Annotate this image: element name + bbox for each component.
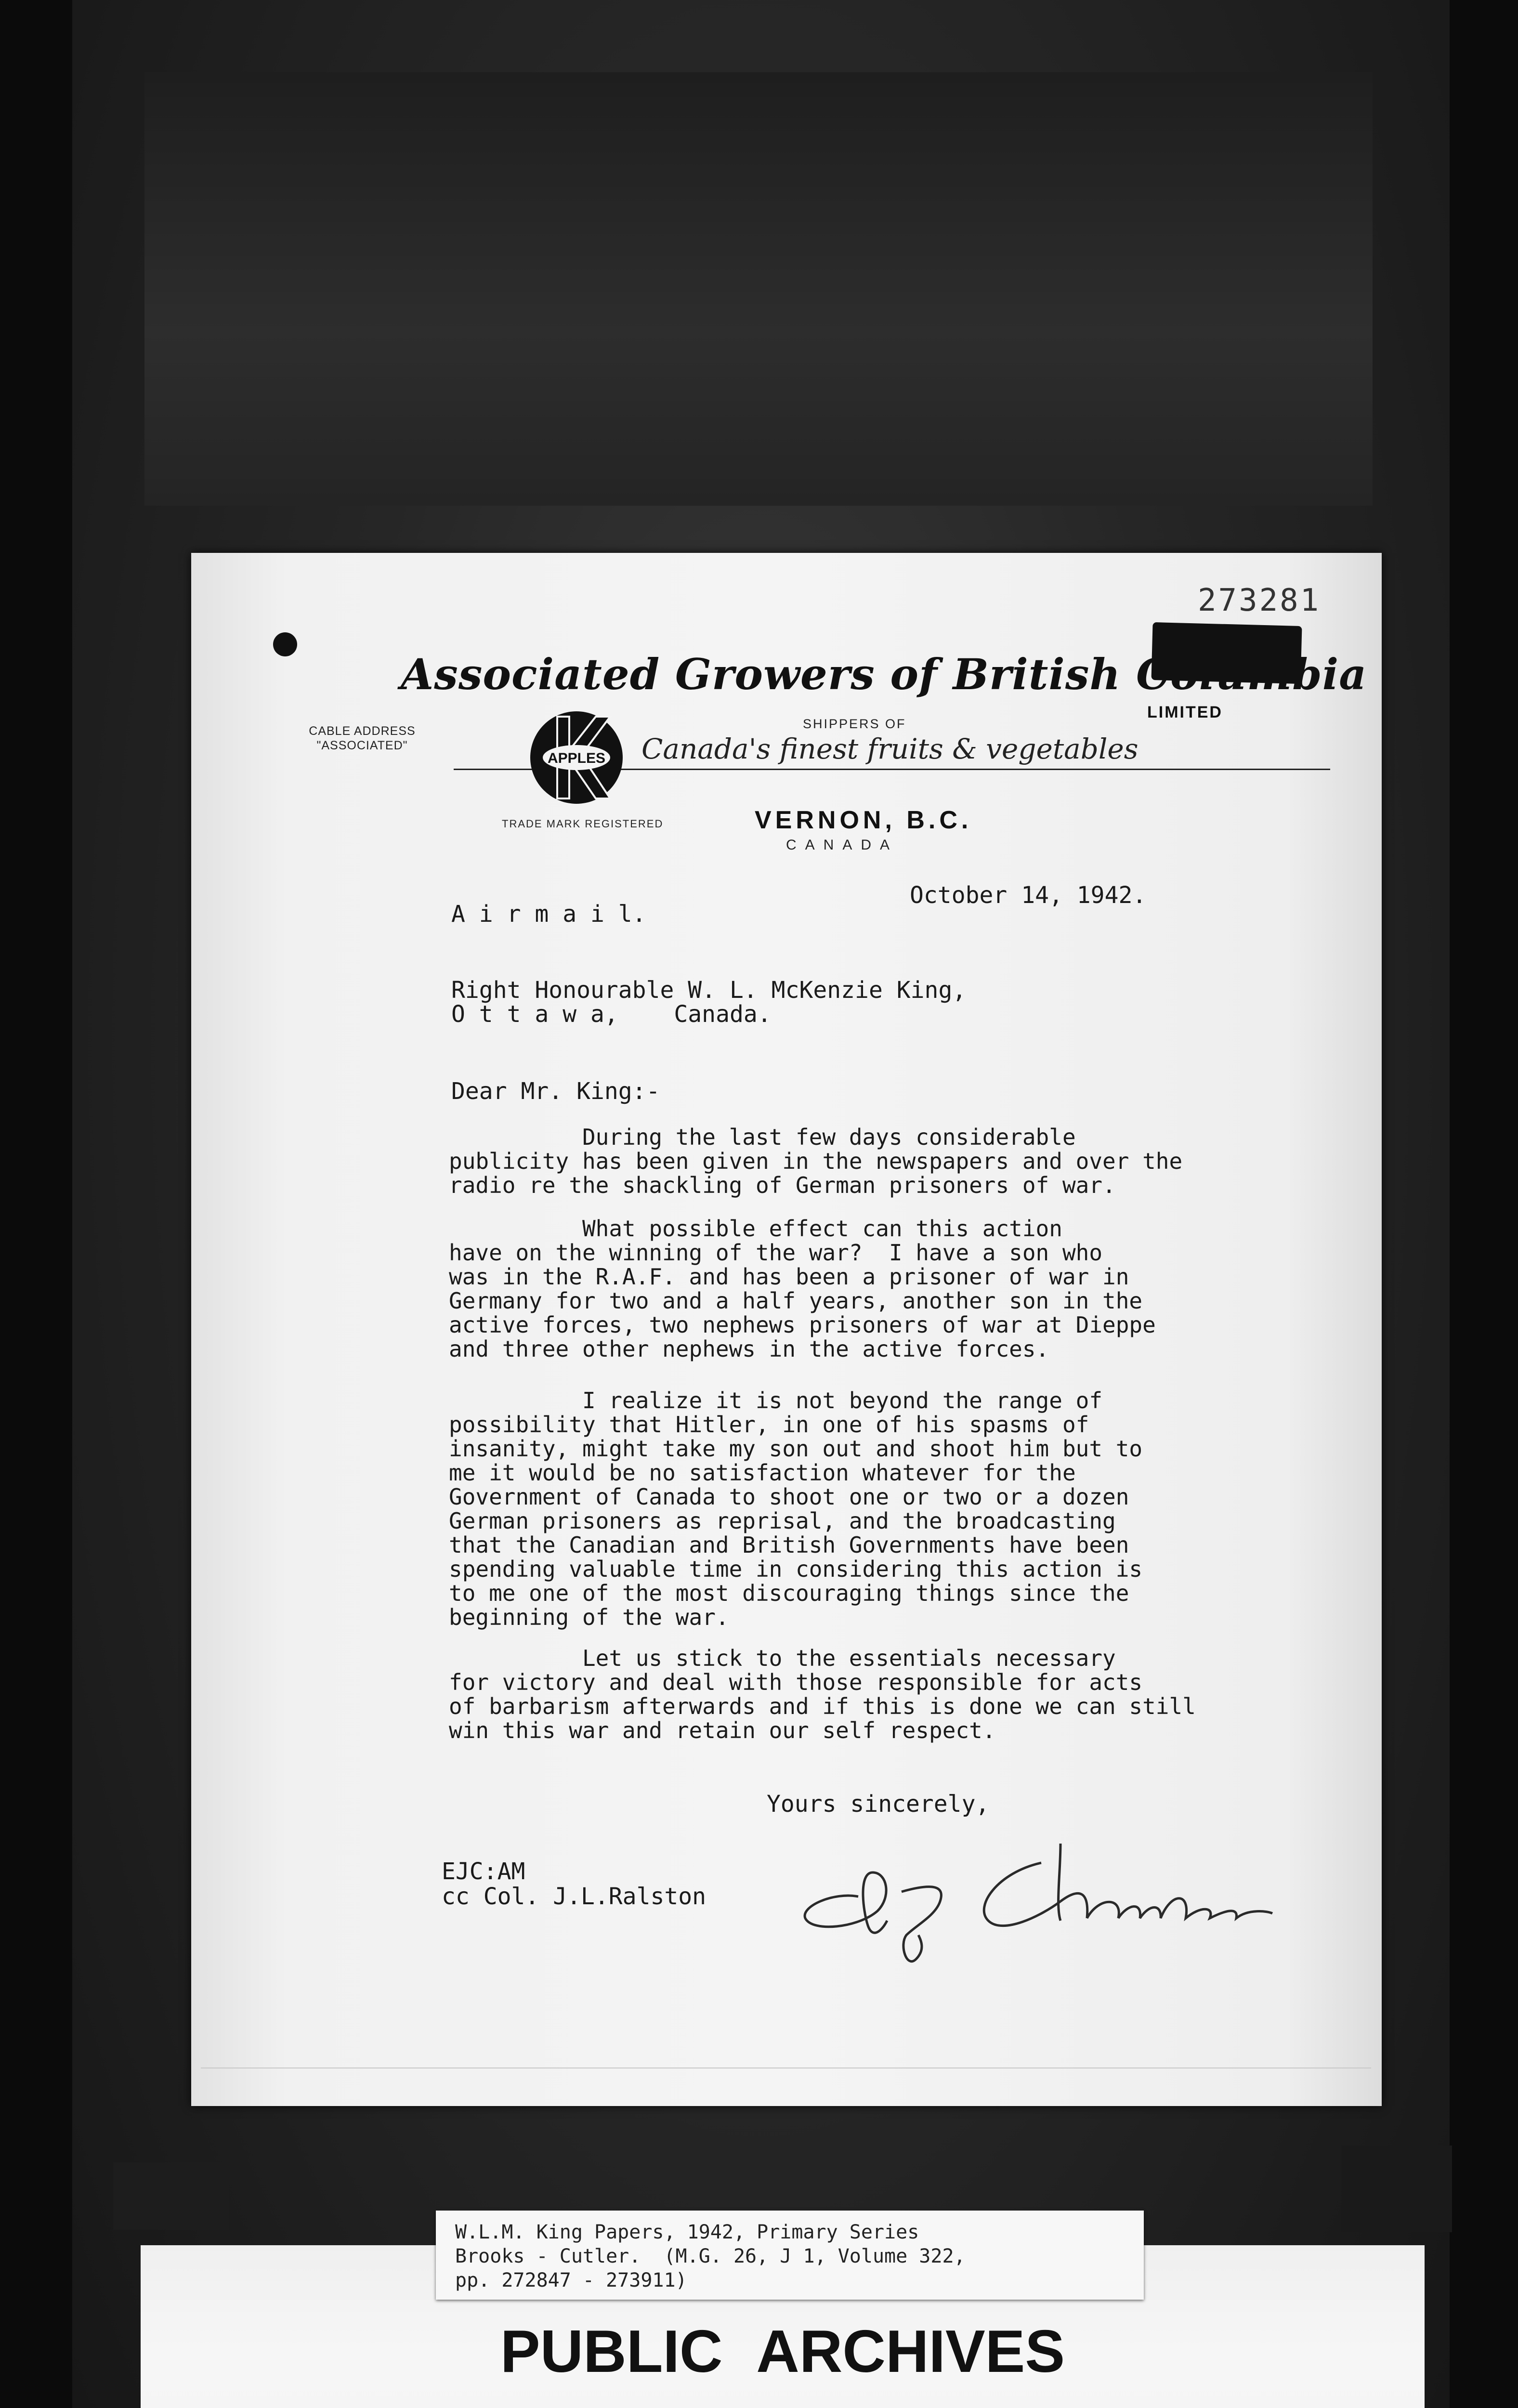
apples-logo-icon: [528, 709, 625, 806]
paragraph-3: I realize it is not beyond the range of possibility that Hitler, in one of his spasms of insanity, might take my son out and shoot him but to me it would be no satisfaction whatever for the Government of Canada to shoot one or two or a dozen German prisoners as reprisal, and the broadcasting that the Canadian and British Governments have been spending valuable time in considering this action is to me one of the most discouraging things since the beginning of the war.: [449, 1387, 1143, 1630]
letter-sheet: [191, 553, 1382, 2106]
binder-clip-right: [1341, 2146, 1452, 2232]
typist-initials: EJC:AM: [442, 1858, 525, 1885]
carbon-copy: cc Col. J.L.Ralston: [442, 1883, 707, 1910]
cable-address-label: CABLE ADDRESS: [309, 724, 416, 738]
letter-date: October 14, 1942.: [910, 882, 1147, 909]
punch-hole: [273, 632, 297, 656]
scan-frame-top: [144, 72, 1373, 506]
logo-text: APPLES: [547, 750, 606, 766]
company-tagline: Canada's finest fruits & vegetables: [641, 733, 1138, 765]
trademark-note: TRADE MARK REGISTERED: [502, 818, 664, 830]
company-city: VERNON, B.C.: [755, 806, 972, 834]
cable-address: [300, 724, 425, 753]
shippers-of: SHIPPERS OF: [803, 717, 906, 731]
company-name: Associated Growers of British Columbia: [401, 649, 1367, 699]
paragraph-2: What possible effect can this action have on the winning of the war? I have a son who was in the R.A.F. and has been a prisoner of war in Germany for two and a half years, another son in the active forces, two nephews prisoners of war at Dieppe and three other nephews in the active forces.: [449, 1216, 1156, 1362]
company-country: CANADA: [786, 837, 899, 853]
document-number: 273281: [1198, 583, 1321, 618]
paragraph-1: During the last few days considerable publicity has been given in the newspapers and over the radio re the shackling of German prisoners of war.: [449, 1124, 1183, 1198]
archive-card-line-1: PUBLIC ARCHIVES: [500, 2318, 1065, 2385]
delivery-method: A i r m a i l.: [451, 901, 646, 928]
paragraph-4: Let us stick to the essentials necessary for victory and deal with those responsible for acts of barbarism afterwards and if this is done we can still win this war and retain our self respect.: [449, 1645, 1196, 1743]
cable-address-value: "ASSOCIATED": [316, 739, 408, 752]
binder-clip-left: [113, 2162, 229, 2230]
closing: Yours sincerely,: [767, 1791, 990, 1818]
company-limited: LIMITED: [1147, 703, 1223, 721]
addressee-line-2: O t t a w a, Canada.: [451, 1001, 772, 1028]
signature: [791, 1815, 1321, 1988]
reference-line-3: pp. 272847 - 273911): [455, 2269, 687, 2291]
reference-line-1: W.L.M. King Papers, 1942, Primary Series: [455, 2221, 919, 2243]
reference-line-2: Brooks - Cutler. (M.G. 26, J 1, Volume 322,: [455, 2245, 966, 2267]
archive-reference-label: [436, 2211, 1144, 2300]
addressee-line-1: Right Honourable W. L. McKenzie King,: [451, 977, 967, 1004]
salutation: Dear Mr. King:-: [451, 1078, 660, 1105]
